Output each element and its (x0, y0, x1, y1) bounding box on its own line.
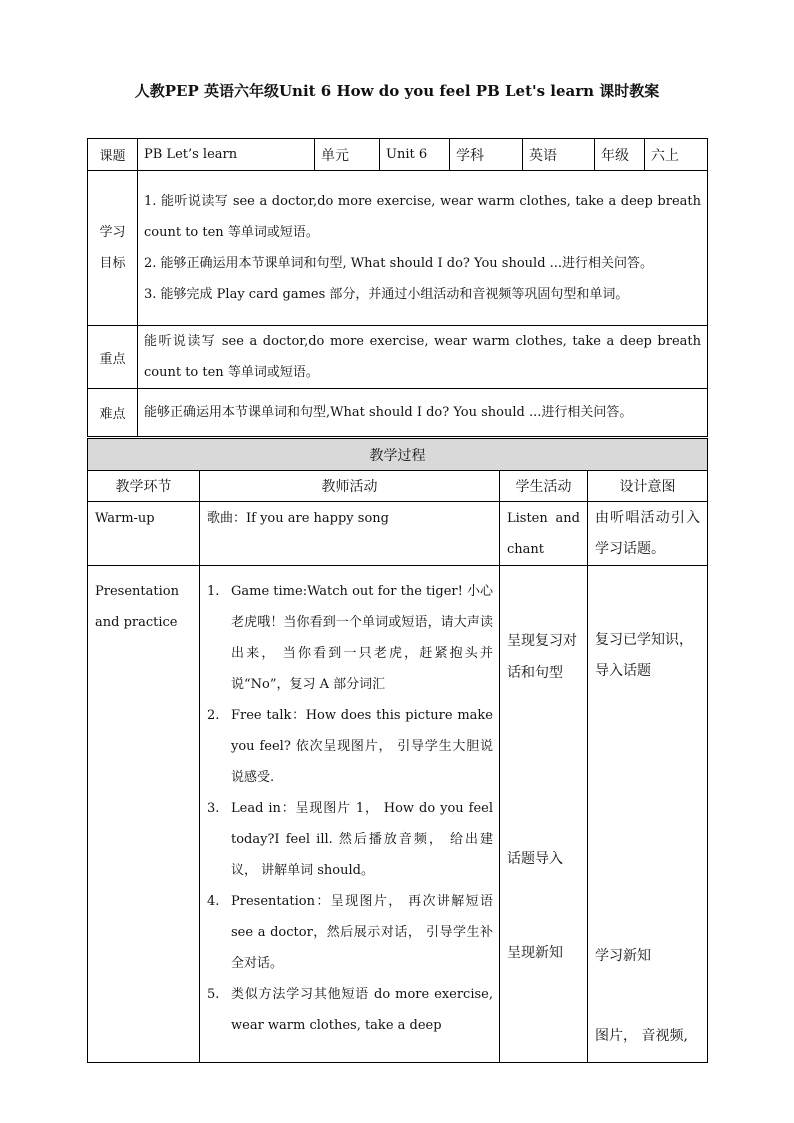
objectives-cell (138, 171, 708, 326)
presentation-teacher (200, 566, 500, 1063)
key-points-text: 能听说读写 see a doctor,do more exercise, wear warm clothes, take a deep breath count to ten 等单词或短语。 (138, 326, 708, 389)
step-number: 4. (207, 894, 220, 909)
warmup-student: Listen and chant (500, 502, 588, 566)
header-student: 学生活动 (500, 471, 588, 502)
step-item (207, 979, 493, 1041)
unit-label: 单元 (315, 139, 380, 171)
step-item (207, 576, 493, 700)
step-number: 1. (207, 584, 220, 599)
step-item (207, 886, 493, 979)
objective-item-2: 2. 能够正确运用本节课单词和句型, What should I do? You should ...进行相关问答。 (144, 256, 654, 271)
warmup-teacher: 歌曲：If you are happy song (200, 502, 500, 566)
page-title: 人教PEP 英语六年级Unit 6 How do you feel PB Let's learn 课时教案 (134, 82, 660, 100)
difficulties-label: 难点 (88, 389, 138, 437)
step-text: Presentation：呈现图片， 再次讲解短语 see a doctor，然后展示对话， 引导学生补全对话。 (231, 894, 493, 971)
step-number: 2. (207, 708, 220, 723)
step-number: 5. (207, 987, 220, 1002)
topic-value: PB Let’s learn (138, 139, 315, 171)
header-teacher: 教师活动 (200, 471, 500, 502)
objective-item-1: 1. 能听说读写 see a doctor,do more exercise, wear warm clothes, take a deep breath count to ten 等单词或短语。 (144, 194, 701, 240)
topic-label: 课题 (88, 139, 138, 171)
student-activity-2: 话题导入 (507, 851, 563, 867)
lesson-info-table (87, 138, 708, 437)
objectives-label (88, 171, 138, 326)
step-text: Lead in：呈现图片 1， How do you feel today?I feel ill. 然后播放音频， 给出建议， 讲解单词 should。 (231, 801, 493, 878)
warmup-stage: Warm-up (88, 502, 200, 566)
step-text: Game time:Watch out for the tiger! 小心老虎哦！当你看到一个单词或短语，请大声读出来， 当你看到一只老虎，赶紧抱头并说“No”，复习 A 部分词汇 (231, 584, 493, 692)
presentation-student (500, 566, 588, 1063)
step-item (207, 700, 493, 793)
key-points-label: 重点 (88, 326, 138, 389)
step-item (207, 793, 493, 886)
subject-value: 英语 (523, 139, 595, 171)
step-text: 类似方法学习其他短语 do more exercise, wear warm clothes, take a deep (231, 987, 493, 1033)
student-activity-3: 呈现新知 (507, 945, 563, 961)
objective-item-3: 3. 能够完成 Play card games 部分，并通过小组活动和音视频等巩固句型和单词。 (144, 287, 629, 302)
header-stage: 教学环节 (88, 471, 200, 502)
intent-2: 学习新知 (595, 948, 651, 964)
teacher-steps-list (207, 576, 493, 1041)
student-activity-1: 呈现复习对话和句型 (507, 633, 577, 681)
presentation-stage-line-2: and practice (95, 615, 178, 630)
presentation-intent (588, 566, 708, 1063)
grade-value: 六上 (645, 139, 708, 171)
subject-label: 学科 (450, 139, 523, 171)
difficulties-text: 能够正确运用本节课单词和句型,What should I do? You should ...进行相关问答。 (138, 389, 708, 437)
grade-label: 年级 (595, 139, 645, 171)
objectives-label-line-1: 学习 (99, 225, 126, 240)
header-intent: 设计意图 (588, 471, 708, 502)
intent-1: 复习已学知识，导入话题 (595, 632, 693, 679)
presentation-stage (88, 566, 200, 1063)
teaching-process-table (87, 438, 708, 1063)
step-number: 3. (207, 801, 220, 816)
intent-3: 图片， 音视频, (595, 1028, 688, 1044)
presentation-stage-line-1: Presentation (95, 584, 179, 599)
objectives-label-line-2: 目标 (99, 256, 126, 271)
unit-value: Unit 6 (380, 139, 450, 171)
process-title: 教学过程 (88, 439, 708, 471)
warmup-intent: 由听唱活动引入学习话题。 (588, 502, 708, 566)
step-text: Free talk：How does this picture make you feel? 依次呈现图片， 引导学生大胆说说感受. (231, 708, 493, 785)
